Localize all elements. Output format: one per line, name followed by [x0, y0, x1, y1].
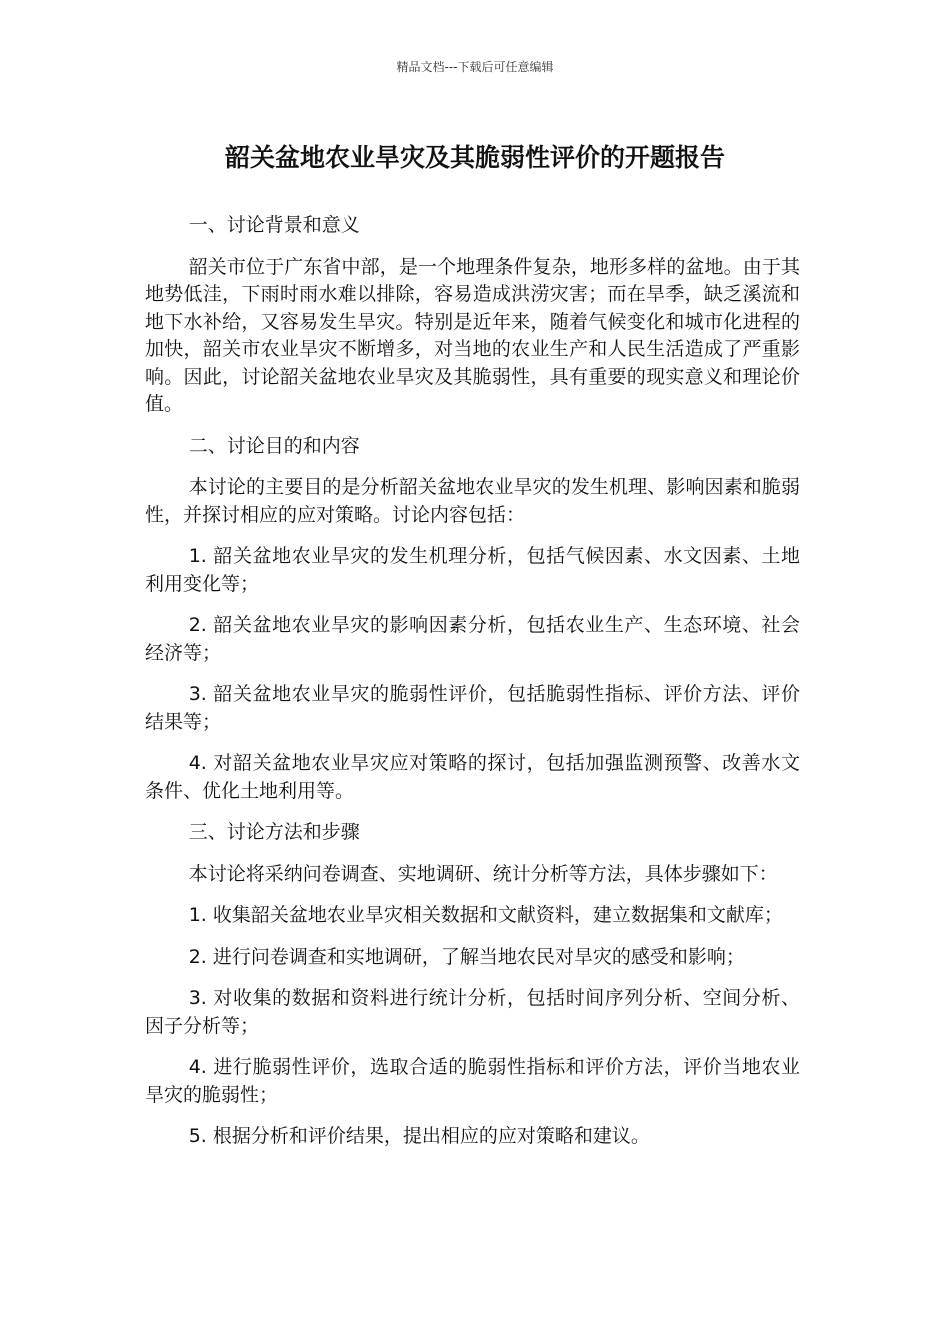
section-heading-objectives: 二、讨论目的和内容	[188, 434, 360, 457]
section-heading-background: 一、讨论背景和意义	[188, 214, 360, 236]
step-item-2: 2. 进行问卷调查和实地调研，了解当地农民对旱灾的感受和影响；	[188, 945, 745, 968]
paragraph-methods: 本讨论将采纳问卷调查、实地调研、统计分析等方法，具体步骤如下：	[188, 862, 778, 885]
step-item-5: 5. 根据分析和评价结果，提出相应的应对策略和建议。	[188, 1125, 650, 1147]
step-item-1: 1. 收集韶关盆地农业旱灾相关数据和文献资料，建立数据集和文献库；	[188, 904, 783, 926]
content-item-4: 4. 对韶关盆地农业旱灾应对策略的探讨，包括加强监测预警、改善水文条件、优化土地利用等。	[145, 752, 800, 802]
content-item-2: 2. 韶关盆地农业旱灾的影响因素分析，包括农业生产、生态环境、社会经济等；	[145, 614, 800, 664]
header-note: 精品文档---下载后可任意编辑	[396, 60, 554, 74]
content-item-1: 1. 韶关盆地农业旱灾的发生机理分析，包括气候因素、水文因素、土地利用变化等；	[145, 545, 800, 595]
paragraph-objectives: 本讨论的主要目的是分析韶关盆地农业旱灾的发生机理、影响因素和脆弱性，并探讨相应的应对策略。讨论内容包括：	[145, 476, 800, 526]
content-item-3: 3. 韶关盆地农业旱灾的脆弱性评价，包括脆弱性指标、评价方法、评价结果等；	[145, 683, 800, 733]
section-heading-methods: 三、讨论方法和步骤	[188, 821, 360, 843]
document-title: 韶关盆地农业旱灾及其脆弱性评价的开题报告	[224, 143, 725, 172]
step-item-3: 3. 对收集的数据和资料进行统计分析，包括时间序列分析、空间分析、因子分析等；	[145, 987, 800, 1037]
paragraph-background: 韶关市位于广东省中部，是一个地理条件复杂，地形多样的盆地。由于其地势低洼，下雨时雨水难以排除，容易造成洪涝灾害；而在旱季，缺乏溪流和地下水补给，又容易发生旱灾。特别是近年来，随着气候变化和城市化进程的加快，韶关市农业旱灾不断增多，对当地的农业生产和人民生活造成了严重影响。因此，讨论韶关盆地农业旱灾及其脆弱性，具有重要的现实意义和理论价值。	[145, 255, 800, 415]
step-item-4: 4. 进行脆弱性评价，选取合适的脆弱性指标和评价方法，评价当地农业旱灾的脆弱性；	[145, 1056, 800, 1106]
document-body	[145, 212, 800, 1165]
